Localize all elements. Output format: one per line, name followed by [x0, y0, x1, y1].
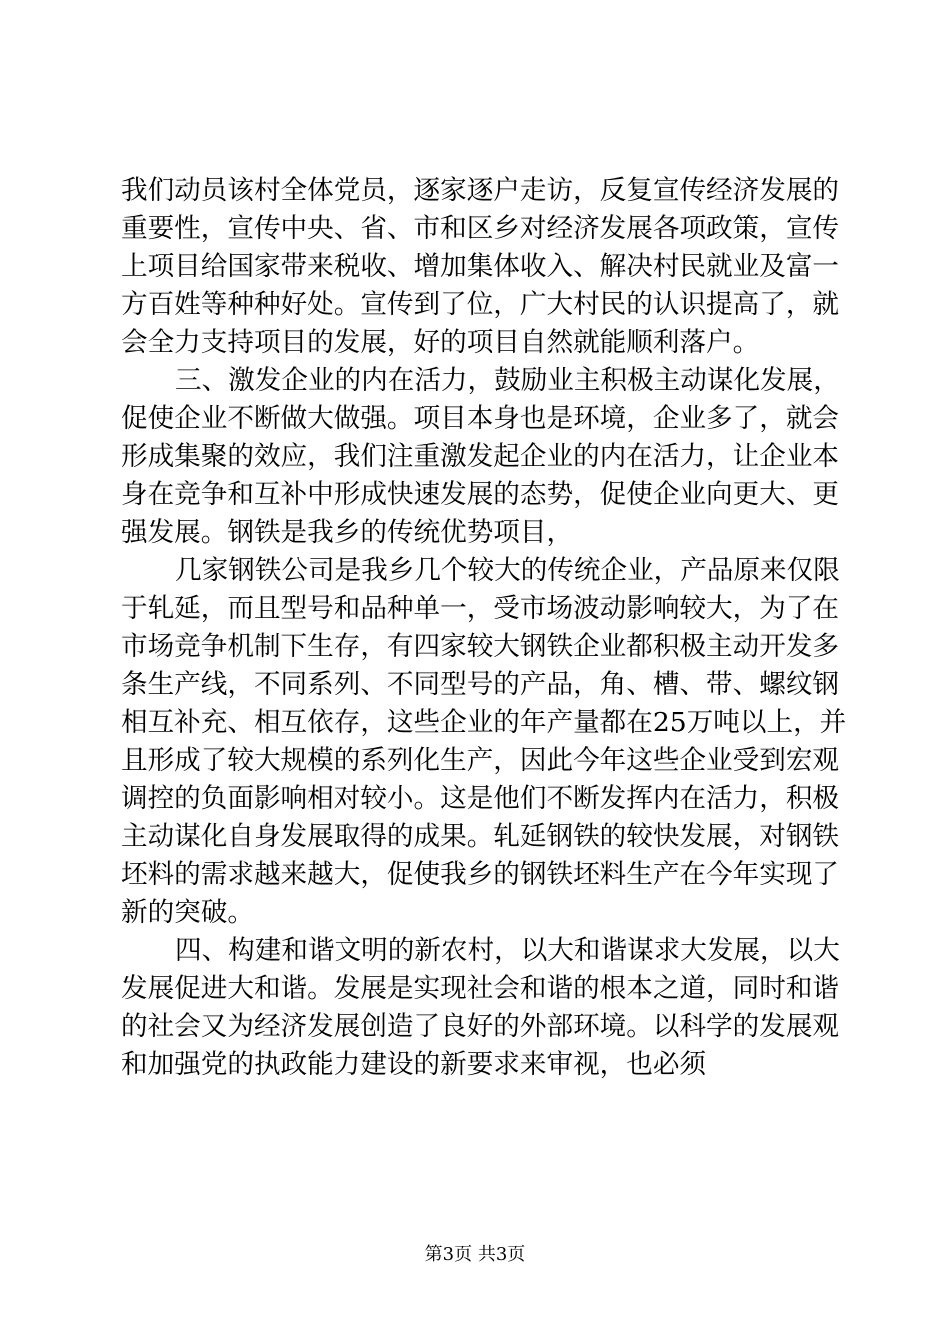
paragraph-line: 身在竞争和互补中形成快速发展的态势，促使企业向更大、更 — [121, 479, 840, 510]
page-number-footer: 第3页 共3页 — [424, 1244, 526, 1265]
paragraph-line: 上项目给国家带来税收、增加集体收入、解决村民就业及富一 — [121, 251, 840, 282]
paragraph-line: 相互补充、相互依存，这些企业的年产量都在25万吨以上，并 — [121, 707, 847, 738]
paragraph-line: 坯料的需求越来越大，促使我乡的钢铁坯料生产在今年实现了 — [121, 859, 840, 890]
paragraph-line: 三、激发企业的内在活力，鼓励业主积极主动谋化发展， — [175, 365, 840, 396]
paragraph-line: 形成集聚的效应，我们注重激发起企业的内在活力，让企业本 — [121, 441, 840, 472]
paragraph-line: 且形成了较大规模的系列化生产，因此今年这些企业受到宏观 — [121, 745, 840, 776]
paragraph-line: 方百姓等种种好处。宣传到了位，广大村民的认识提高了，就 — [121, 289, 840, 320]
paragraph-line: 会全力支持项目的发展，好的项目自然就能顺利落户。 — [121, 327, 760, 358]
paragraph-line: 于轧延，而且型号和品种单一，受市场波动影响较大，为了在 — [121, 593, 840, 624]
paragraph-line: 的社会又为经济发展创造了良好的外部环境。以科学的发展观 — [121, 1011, 840, 1042]
paragraph-line: 新的突破。 — [121, 897, 254, 928]
paragraph-line: 条生产线，不同系列、不同型号的产品，角、槽、带、螺纹钢 — [121, 669, 840, 700]
paragraph-line: 四、构建和谐文明的新农村，以大和谐谋求大发展，以大 — [175, 935, 840, 966]
paragraph-line: 市场竞争机制下生存，有四家较大钢铁企业都积极主动开发多 — [121, 631, 840, 662]
paragraph-line: 强发展。钢铁是我乡的传统优势项目， — [121, 517, 574, 548]
paragraph-line: 发展促进大和谐。发展是实现社会和谐的根本之道，同时和谐 — [121, 973, 840, 1004]
paragraph-line: 几家钢铁公司是我乡几个较大的传统企业，产品原来仅限 — [175, 555, 840, 586]
paragraph-line: 和加强党的执政能力建设的新要求来审视，也必须 — [121, 1049, 707, 1080]
paragraph-line: 我们动员该村全体党员，逐家逐户走访，反复宣传经济发展的 — [121, 175, 840, 206]
paragraph-line: 调控的负面影响相对较小。这是他们不断发挥内在活力，积极 — [121, 783, 840, 814]
paragraph-line: 重要性，宣传中央、省、市和区乡对经济发展各项政策，宣传 — [121, 213, 840, 244]
paragraph-line: 促使企业不断做大做强。项目本身也是环境，企业多了，就会 — [121, 403, 840, 434]
paragraph-line: 主动谋化自身发展取得的成果。轧延钢铁的较快发展，对钢铁 — [121, 821, 840, 852]
